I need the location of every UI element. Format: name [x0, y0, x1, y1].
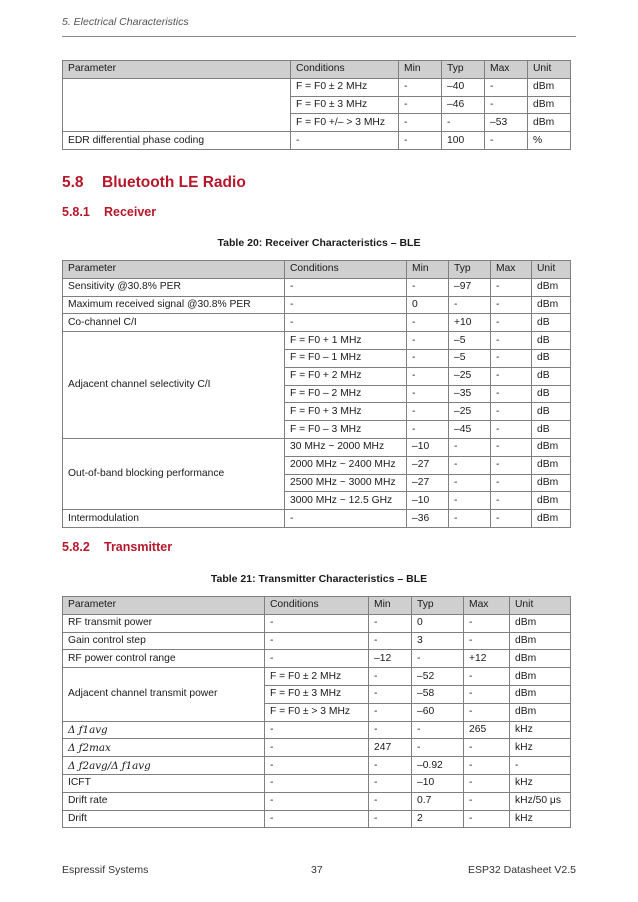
typ-cell: –60 — [412, 703, 464, 721]
unit-cell: - — [510, 757, 571, 775]
typ-cell: –40 — [442, 78, 485, 96]
min-cell: - — [399, 114, 442, 132]
table-row — [63, 614, 571, 632]
table-row — [63, 332, 571, 350]
unit-cell: dBm — [532, 492, 571, 510]
min-cell: –27 — [407, 474, 449, 492]
typ-cell: - — [449, 456, 491, 474]
cond-cell: - — [265, 774, 369, 792]
cond-cell: - — [265, 632, 369, 650]
param-cell: Gain control step — [63, 632, 265, 650]
min-cell: 0 — [407, 296, 449, 314]
min-cell: –10 — [407, 438, 449, 456]
max-cell: - — [464, 792, 510, 810]
cond-cell: 3000 MHz ~ 12.5 GHz — [285, 492, 407, 510]
table-row — [63, 668, 571, 686]
max-cell: - — [464, 668, 510, 686]
max-cell: - — [491, 296, 532, 314]
min-cell: - — [369, 792, 412, 810]
header-conditions: Conditions — [291, 61, 399, 79]
typ-cell: - — [412, 650, 464, 668]
cond-cell: F = F0 ± 2 MHz — [265, 668, 369, 686]
param-cell: ICFT — [63, 774, 265, 792]
max-cell: 265 — [464, 721, 510, 739]
typ-cell: –58 — [412, 685, 464, 703]
typ-cell: - — [442, 114, 485, 132]
unit-cell: dBm — [510, 685, 571, 703]
receiver-table — [62, 260, 571, 528]
max-cell: - — [485, 96, 528, 114]
header-unit: Unit — [532, 261, 571, 279]
header-min: Min — [369, 597, 412, 615]
typ-cell: –25 — [449, 367, 491, 385]
min-cell: 247 — [369, 739, 412, 757]
footer-company: Espressif Systems — [62, 864, 149, 876]
table-row — [63, 132, 571, 150]
subsection-number: 5.8.1 — [62, 205, 90, 219]
max-cell: - — [491, 492, 532, 510]
min-cell: - — [407, 349, 449, 367]
cond-cell: - — [265, 792, 369, 810]
header-typ: Typ — [449, 261, 491, 279]
typ-cell: 100 — [442, 132, 485, 150]
header-typ: Typ — [442, 61, 485, 79]
unit-cell: dBm — [532, 456, 571, 474]
param-cell: Adjacent channel selectivity C/I — [63, 332, 285, 439]
unit-cell: kHz/50 μs — [510, 792, 571, 810]
min-cell: - — [407, 367, 449, 385]
unit-cell: dB — [532, 349, 571, 367]
table-row — [63, 721, 571, 739]
unit-cell: dBm — [528, 114, 571, 132]
edr-continuation-table — [62, 60, 571, 150]
max-cell: - — [491, 349, 532, 367]
typ-cell: –0.92 — [412, 757, 464, 775]
typ-cell: 2 — [412, 810, 464, 828]
max-cell: - — [491, 474, 532, 492]
param-cell: Co-channel C/I — [63, 314, 285, 332]
max-cell: - — [491, 314, 532, 332]
unit-cell: % — [528, 132, 571, 150]
param-cell: Δ ƒ1avg — [63, 721, 265, 739]
cond-cell: 2500 MHz ~ 3000 MHz — [285, 474, 407, 492]
typ-cell: –25 — [449, 403, 491, 421]
table-header-row — [63, 261, 571, 279]
table-header-row — [63, 597, 571, 615]
min-cell: - — [407, 403, 449, 421]
unit-cell: dBm — [510, 668, 571, 686]
unit-cell: dB — [532, 332, 571, 350]
cond-cell: - — [285, 278, 407, 296]
unit-cell: kHz — [510, 774, 571, 792]
table-row — [63, 314, 571, 332]
table-row — [63, 510, 571, 528]
max-cell: - — [491, 510, 532, 528]
unit-cell: dBm — [510, 703, 571, 721]
cond-cell: F = F0 – 3 MHz — [285, 421, 407, 439]
max-cell: - — [491, 278, 532, 296]
typ-cell: –97 — [449, 278, 491, 296]
min-cell: - — [399, 78, 442, 96]
typ-cell: –45 — [449, 421, 491, 439]
typ-cell: - — [412, 721, 464, 739]
unit-cell: dB — [532, 403, 571, 421]
section-title: Bluetooth LE Radio — [102, 174, 246, 191]
table-row — [63, 810, 571, 828]
param-cell: RF power control range — [63, 650, 265, 668]
min-cell: - — [407, 385, 449, 403]
min-cell: - — [369, 721, 412, 739]
cond-cell: F = F0 – 2 MHz — [285, 385, 407, 403]
typ-cell: - — [449, 492, 491, 510]
typ-cell: –46 — [442, 96, 485, 114]
param-cell: Maximum received signal @30.8% PER — [63, 296, 285, 314]
cond-cell: - — [265, 721, 369, 739]
header-typ: Typ — [412, 597, 464, 615]
unit-cell: dBm — [510, 650, 571, 668]
cond-cell: - — [265, 757, 369, 775]
param-cell: RF transmit power — [63, 614, 265, 632]
table-row — [63, 650, 571, 668]
min-cell: –36 — [407, 510, 449, 528]
section-heading — [62, 174, 246, 192]
table-row — [63, 739, 571, 757]
unit-cell: dBm — [510, 614, 571, 632]
typ-cell: –10 — [412, 774, 464, 792]
unit-cell: dB — [532, 314, 571, 332]
footer-page-number: 37 — [311, 864, 323, 876]
param-cell: Out-of-band blocking performance — [63, 438, 285, 509]
param-cell: Adjacent channel transmit power — [63, 668, 265, 721]
table-row — [63, 278, 571, 296]
cond-cell: - — [285, 296, 407, 314]
param-cell: Drift — [63, 810, 265, 828]
max-cell: - — [464, 614, 510, 632]
typ-cell: 0.7 — [412, 792, 464, 810]
table-row — [63, 78, 571, 96]
transmitter-heading — [62, 540, 172, 554]
footer-document-title: ESP32 Datasheet V2.5 — [468, 864, 576, 876]
max-cell: - — [485, 132, 528, 150]
min-cell: - — [407, 421, 449, 439]
typ-cell: 3 — [412, 632, 464, 650]
cond-cell: F = F0 + 1 MHz — [285, 332, 407, 350]
unit-cell: dBm — [532, 474, 571, 492]
typ-cell: - — [449, 510, 491, 528]
header-parameter: Parameter — [63, 61, 291, 79]
min-cell: - — [399, 132, 442, 150]
header-parameter: Parameter — [63, 597, 265, 615]
subsection-number: 5.8.2 — [62, 540, 90, 554]
header-parameter: Parameter — [63, 261, 285, 279]
header-unit: Unit — [528, 61, 571, 79]
header-min: Min — [407, 261, 449, 279]
max-cell: - — [491, 421, 532, 439]
min-cell: –27 — [407, 456, 449, 474]
unit-cell: kHz — [510, 721, 571, 739]
param-cell: Intermodulation — [63, 510, 285, 528]
param-cell: EDR differential phase coding — [63, 132, 291, 150]
typ-cell: –5 — [449, 349, 491, 367]
cond-cell: - — [265, 650, 369, 668]
max-cell: - — [464, 774, 510, 792]
param-cell: Δ ƒ2max — [63, 739, 265, 757]
typ-cell: - — [449, 296, 491, 314]
min-cell: - — [399, 96, 442, 114]
min-cell: - — [369, 810, 412, 828]
header-max: Max — [491, 261, 532, 279]
min-cell: - — [369, 614, 412, 632]
unit-cell: dB — [532, 367, 571, 385]
unit-cell: dB — [532, 421, 571, 439]
cond-cell: - — [265, 739, 369, 757]
typ-cell: - — [412, 739, 464, 757]
table-row — [63, 632, 571, 650]
cond-cell: - — [285, 510, 407, 528]
cond-cell: F = F0 + 2 MHz — [285, 367, 407, 385]
max-cell: - — [491, 367, 532, 385]
table-row — [63, 792, 571, 810]
typ-cell: - — [449, 474, 491, 492]
max-cell: - — [464, 810, 510, 828]
unit-cell: dBm — [532, 296, 571, 314]
min-cell: - — [407, 332, 449, 350]
header-max: Max — [464, 597, 510, 615]
param-cell: Drift rate — [63, 792, 265, 810]
cond-cell: F = F0 +/– > 3 MHz — [291, 114, 399, 132]
unit-cell: kHz — [510, 810, 571, 828]
max-cell: - — [464, 703, 510, 721]
section-number: 5.8 — [62, 174, 84, 191]
cond-cell: - — [265, 614, 369, 632]
min-cell: –12 — [369, 650, 412, 668]
typ-cell: 0 — [412, 614, 464, 632]
cond-cell: - — [291, 132, 399, 150]
cond-cell: 30 MHz ~ 2000 MHz — [285, 438, 407, 456]
max-cell: - — [491, 403, 532, 421]
unit-cell: dB — [532, 385, 571, 403]
table-row — [63, 774, 571, 792]
receiver-table-caption: Table 20: Receiver Characteristics – BLE — [217, 237, 421, 249]
cond-cell: F = F0 – 1 MHz — [285, 349, 407, 367]
min-cell: - — [369, 703, 412, 721]
typ-cell: +10 — [449, 314, 491, 332]
unit-cell: dBm — [510, 632, 571, 650]
min-cell: - — [369, 668, 412, 686]
header-min: Min — [399, 61, 442, 79]
table-row — [63, 296, 571, 314]
header-rule — [62, 36, 576, 37]
min-cell: - — [369, 632, 412, 650]
unit-cell: kHz — [510, 739, 571, 757]
min-cell: - — [369, 774, 412, 792]
transmitter-table-caption: Table 21: Transmitter Characteristics – BLE — [210, 573, 428, 585]
max-cell: - — [491, 438, 532, 456]
header-unit: Unit — [510, 597, 571, 615]
running-head: 5. Electrical Characteristics — [62, 16, 189, 28]
typ-cell: –52 — [412, 668, 464, 686]
table-row — [63, 438, 571, 456]
min-cell: - — [369, 685, 412, 703]
table-row — [63, 757, 571, 775]
max-cell: - — [464, 632, 510, 650]
min-cell: –10 — [407, 492, 449, 510]
subsection-title: Transmitter — [104, 540, 173, 554]
header-max: Max — [485, 61, 528, 79]
unit-cell: dBm — [532, 510, 571, 528]
cond-cell: F = F0 + 3 MHz — [285, 403, 407, 421]
header-conditions: Conditions — [265, 597, 369, 615]
min-cell: - — [369, 757, 412, 775]
typ-cell: –5 — [449, 332, 491, 350]
min-cell: - — [407, 314, 449, 332]
cond-cell: - — [265, 810, 369, 828]
max-cell: - — [464, 757, 510, 775]
cond-cell: 2000 MHz ~ 2400 MHz — [285, 456, 407, 474]
param-cell — [63, 78, 291, 131]
max-cell: - — [485, 78, 528, 96]
typ-cell: –35 — [449, 385, 491, 403]
max-cell: –53 — [485, 114, 528, 132]
min-cell: - — [407, 278, 449, 296]
max-cell: - — [491, 456, 532, 474]
unit-cell: dBm — [528, 78, 571, 96]
cond-cell: - — [285, 314, 407, 332]
unit-cell: dBm — [528, 96, 571, 114]
table-header-row — [63, 61, 571, 79]
max-cell: - — [464, 739, 510, 757]
transmitter-table — [62, 596, 571, 828]
cond-cell: F = F0 ± 3 MHz — [265, 685, 369, 703]
typ-cell: - — [449, 438, 491, 456]
subsection-title: Receiver — [104, 205, 157, 219]
cond-cell: F = F0 ± > 3 MHz — [265, 703, 369, 721]
cond-cell: F = F0 ± 2 MHz — [291, 78, 399, 96]
param-cell: Sensitivity @30.8% PER — [63, 278, 285, 296]
max-cell: +12 — [464, 650, 510, 668]
param-cell: Δ ƒ2avg/Δ ƒ1avg — [63, 757, 265, 775]
max-cell: - — [491, 332, 532, 350]
unit-cell: dBm — [532, 278, 571, 296]
header-conditions: Conditions — [285, 261, 407, 279]
max-cell: - — [491, 385, 532, 403]
max-cell: - — [464, 685, 510, 703]
cond-cell: F = F0 ± 3 MHz — [291, 96, 399, 114]
receiver-heading — [62, 205, 156, 219]
unit-cell: dBm — [532, 438, 571, 456]
